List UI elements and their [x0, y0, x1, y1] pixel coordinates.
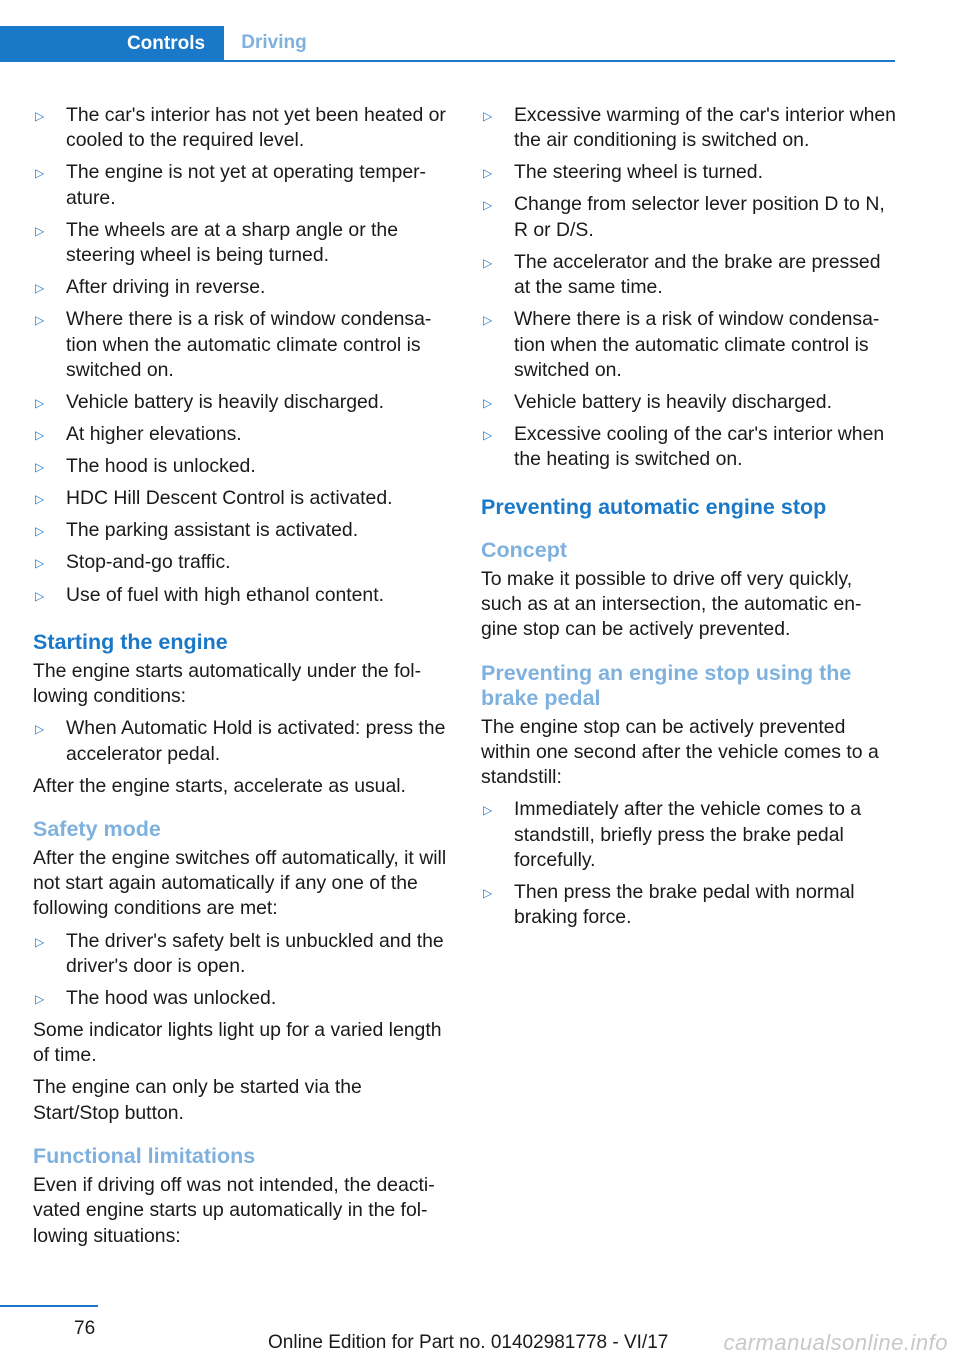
bullet-triangle-icon: ▷ [35, 722, 45, 737]
list-item-text: The engine is not yet at operating temper‐ature. [66, 161, 427, 209]
list-item-text: Where there is a risk of window condensa‐tion when the automatic climate control is switched on. [514, 308, 880, 381]
list-item-text: The accelerator and the brake are pressed at the same time. [514, 250, 881, 299]
bullet-triangle-icon: ▷ [35, 588, 45, 603]
footer-rule [0, 1305, 98, 1307]
list-item-text: Use of fuel with high ethanol content. [66, 583, 384, 606]
bullet-triangle-icon: ▷ [483, 428, 493, 443]
tab-driving[interactable] [224, 26, 324, 60]
bullet-triangle-icon: ▷ [35, 109, 45, 123]
list-item [33, 275, 451, 300]
list-item [33, 929, 451, 980]
heading-starting-engine: Starting the engine [33, 629, 228, 654]
tab-controls[interactable] [0, 26, 224, 62]
list-item [33, 454, 451, 479]
list-item-text: The driver's safety belt is unbuckled and the driver's door is open. [66, 929, 444, 977]
list-item [481, 250, 896, 301]
list-item [481, 160, 896, 185]
list-item [33, 103, 451, 154]
bullet-triangle-icon: ▷ [483, 885, 493, 900]
watermark: carmanualsonline.info [723, 1330, 948, 1355]
list-item-text: The steering wheel is turned. [514, 161, 763, 184]
list-item-text: Change from selector lever position D to N, R or D/S. [514, 193, 885, 241]
bullet-triangle-icon: ▷ [35, 991, 45, 1006]
heading-brake-pedal: Preventing an engine stop using the brake pedal [481, 660, 852, 710]
list-item-text: Where there is a risk of window condensa‐tion when the automatic climate control is switched on. [66, 308, 432, 381]
brake-list [481, 797, 896, 930]
bullet-triangle-icon: ▷ [483, 313, 493, 328]
starting-list [33, 716, 451, 767]
chapter-tabs [0, 26, 895, 62]
bullet-triangle-icon: ▷ [483, 198, 493, 213]
bullet-triangle-icon: ▷ [35, 313, 45, 328]
left-list-conditions [33, 103, 451, 608]
brake-intro: The engine stop can be actively prevented within one second after the vehicle comes to a standstill: [481, 715, 879, 789]
starting-after: After the engine starts, accelerate as usual. [33, 774, 406, 797]
list-item [481, 103, 896, 154]
bullet-triangle-icon: ▷ [35, 428, 45, 443]
safety-list [33, 929, 451, 1012]
limits-intro: Even if driving off was not intended, the deacti‐vated engine starts up automatically in the fol‐lowing situations: [33, 1174, 435, 1247]
bullet-triangle-icon: ▷ [35, 460, 45, 475]
header-rule [0, 60, 895, 62]
bullet-triangle-icon: ▷ [35, 223, 45, 238]
bullet-triangle-icon: ▷ [35, 166, 45, 181]
list-item-text: HDC Hill Descent Control is activated. [66, 487, 393, 510]
list-item-text: Excessive warming of the car's interior when the air conditioning is switched on. [514, 104, 896, 152]
safety-p1: Some indicator lights light up for a varied length of time. [33, 1019, 442, 1067]
bullet-triangle-icon: ▷ [483, 109, 493, 123]
tab-driving-label: Driving [241, 32, 307, 53]
list-item [33, 160, 451, 211]
list-item-text: The hood was unlocked. [66, 986, 277, 1009]
right-column [481, 103, 896, 937]
list-item [481, 880, 896, 931]
list-item [481, 422, 896, 473]
starting-intro: The engine starts automatically under the fol‐lowing conditions: [33, 659, 422, 708]
list-item [33, 986, 451, 1011]
bullet-triangle-icon: ▷ [35, 934, 45, 949]
list-item-text: Immediately after the vehicle comes to a standstill, briefly press the brake pedal forcefully. [514, 798, 862, 871]
heading-concept: Concept [481, 537, 567, 562]
list-item-text: Then press the brake pedal with normal braking force. [514, 880, 855, 929]
list-item [33, 218, 451, 269]
bullet-triangle-icon: ▷ [483, 803, 493, 818]
list-item [33, 390, 451, 415]
bullet-triangle-icon: ▷ [483, 166, 493, 181]
bullet-triangle-icon: ▷ [35, 524, 45, 539]
edition-line: Online Edition for Part no. 01402981778 - VI/17 [268, 1332, 669, 1353]
list-item-text: When Automatic Hold is activated: press the accelerator pedal. [66, 717, 446, 765]
tab-controls-label: Controls [126, 33, 206, 54]
list-item [33, 486, 451, 511]
page-number: 76 [74, 1318, 96, 1339]
bullet-triangle-icon: ▷ [35, 395, 45, 410]
list-item-text: Vehicle battery is heavily discharged. [514, 390, 832, 413]
list-item [481, 390, 896, 415]
left-column [33, 103, 451, 1256]
right-list-conditions [481, 103, 896, 473]
bullet-triangle-icon: ▷ [483, 395, 493, 410]
concept-text: To make it possible to drive off very quickly, such as at an intersection, the automatic en‐gine stop can be actively prevented. [481, 567, 862, 641]
bullet-triangle-icon: ▷ [35, 281, 45, 296]
list-item [481, 307, 896, 383]
list-item-text: Excessive cooling of the car's interior when the heating is switched on. [514, 423, 885, 471]
list-item [33, 716, 451, 767]
list-item [481, 797, 896, 873]
safety-intro: After the engine switches off automatically, it will not start again automatically if any one of the following conditions are met: [33, 846, 447, 920]
list-item-text: The parking assistant is activated. [66, 519, 359, 542]
list-item [33, 518, 451, 543]
list-item-text: Vehicle battery is heavily discharged. [66, 390, 384, 413]
list-item-text: At higher elevations. [66, 423, 242, 446]
list-item [33, 550, 451, 575]
bullet-triangle-icon: ▷ [35, 556, 45, 571]
list-item-text: The car's interior has not yet been heated or cooled to the required level. [66, 104, 446, 152]
heading-safety-mode: Safety mode [33, 816, 161, 841]
list-item [33, 422, 451, 447]
list-item-text: After driving in reverse. [66, 276, 266, 299]
list-item-text: The hood is unlocked. [66, 455, 256, 478]
bullet-triangle-icon: ▷ [483, 255, 493, 270]
list-item [481, 192, 896, 243]
bullet-triangle-icon: ▷ [35, 492, 45, 507]
heading-preventing-stop: Preventing automatic engine stop [481, 494, 827, 519]
heading-functional-limitations: Functional limitations [33, 1144, 256, 1169]
list-item-text: Stop-and-go traffic. [66, 551, 231, 574]
list-item [33, 307, 451, 383]
list-item-text: The wheels are at a sharp angle or the steering wheel is being turned. [66, 218, 398, 267]
safety-p2: The engine can only be started via the Start/Stop button. [33, 1076, 362, 1124]
list-item [33, 583, 451, 608]
